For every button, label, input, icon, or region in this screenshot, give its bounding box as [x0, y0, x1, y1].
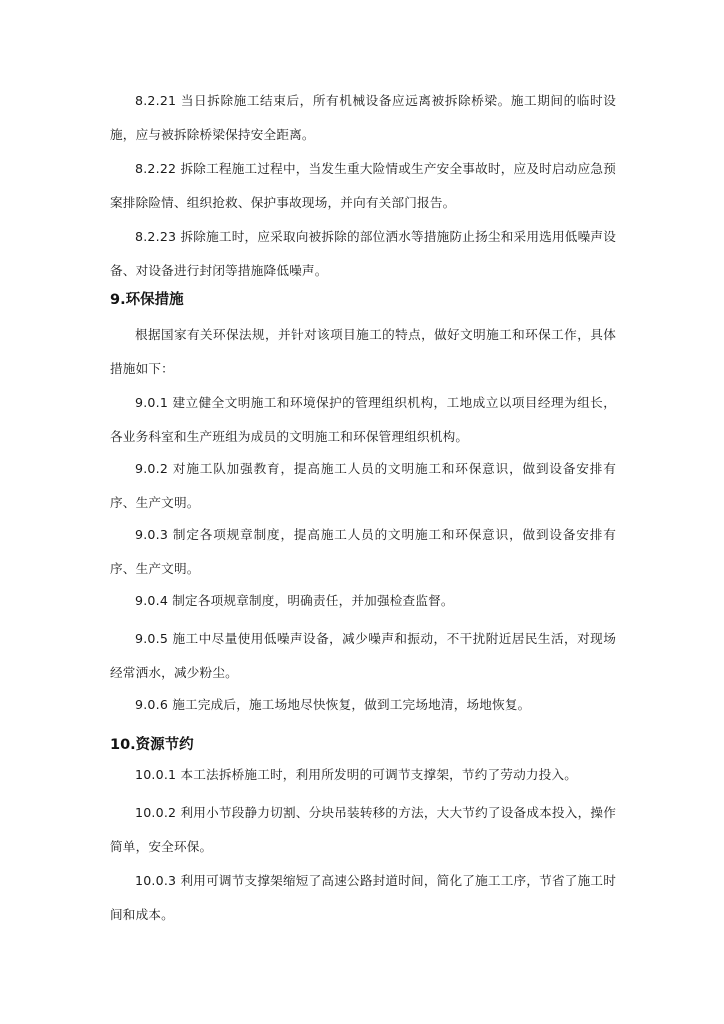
paragraph-9-0-2 — [110, 452, 616, 520]
paragraph-10-0-3 — [110, 864, 616, 932]
paragraph-text: 10.0.1 本工法拆桥施工时，利用所发明的可调节支撑架，节约了劳动力投入。 — [135, 767, 578, 782]
section-heading-9: 9.环保措施 — [110, 292, 184, 308]
paragraph-text: 9.0.1 建立健全文明施工和环境保护的管理组织机构，工地成立以项目经理为组长，各业务科室和生产班组为成员的文明施工和环保管理组织机构。 — [110, 395, 616, 444]
paragraph-text: 9.0.5 施工中尽量使用低噪声设备，减少噪声和振动，不干扰附近居民生活，对现场经常洒水，减少粉尘。 — [110, 631, 616, 680]
paragraph-text: 9.0.2 对施工队加强教育，提高施工人员的文明施工和环保意识，做到设备安排有序、生产文明。 — [110, 461, 616, 510]
paragraph-8-2-23 — [110, 220, 616, 288]
paragraph-text: 10.0.2 利用小节段静力切割、分块吊装转移的方法，大大节约了设备成本投入，操作简单，安全环保。 — [110, 805, 616, 854]
paragraph-9-0-4 — [110, 584, 616, 618]
paragraph-text: 根据国家有关环保法规，并针对该项目施工的特点，做好文明施工和环保工作，具体措施如下： — [110, 327, 616, 376]
paragraph-text: 9.0.3 制定各项规章制度，提高施工人员的文明施工和环保意识，做到设备安排有序、生产文明。 — [110, 527, 616, 576]
paragraph-text: 9.0.6 施工完成后，施工场地尽快恢复，做到工完场地清，场地恢复。 — [135, 697, 531, 712]
paragraph-9-intro — [110, 318, 616, 386]
paragraph-10-0-2 — [110, 796, 616, 864]
paragraph-9-0-1 — [110, 386, 616, 454]
paragraph-8-2-21 — [110, 84, 616, 152]
paragraph-10-0-1 — [110, 758, 616, 792]
paragraph-text: 9.0.4 制定各项规章制度，明确责任，并加强检查监督。 — [135, 593, 454, 608]
section-heading-10: 10.资源节约 — [110, 737, 194, 753]
paragraph-text: 10.0.3 利用可调节支撑架缩短了高速公路封道时间，简化了施工工序，节省了施工时间和成本。 — [110, 873, 616, 922]
paragraph-9-0-5 — [110, 622, 616, 690]
paragraph-text: 8.2.22 拆除工程施工过程中，当发生重大险情或生产安全事故时，应及时启动应急预案排除险情、组织抢救、保护事故现场，并向有关部门报告。 — [110, 161, 616, 210]
paragraph-8-2-22 — [110, 152, 616, 220]
paragraph-text: 8.2.23 拆除施工时，应采取向被拆除的部位洒水等措施防止扬尘和采用选用低噪声设备、对设备进行封闭等措施降低噪声。 — [110, 229, 616, 278]
paragraph-9-0-6 — [110, 688, 616, 722]
paragraph-9-0-3 — [110, 518, 616, 586]
paragraph-text: 8.2.21 当日拆除施工结束后，所有机械设备应远离被拆除桥梁。施工期间的临时设施，应与被拆除桥梁保持安全距离。 — [110, 93, 616, 142]
